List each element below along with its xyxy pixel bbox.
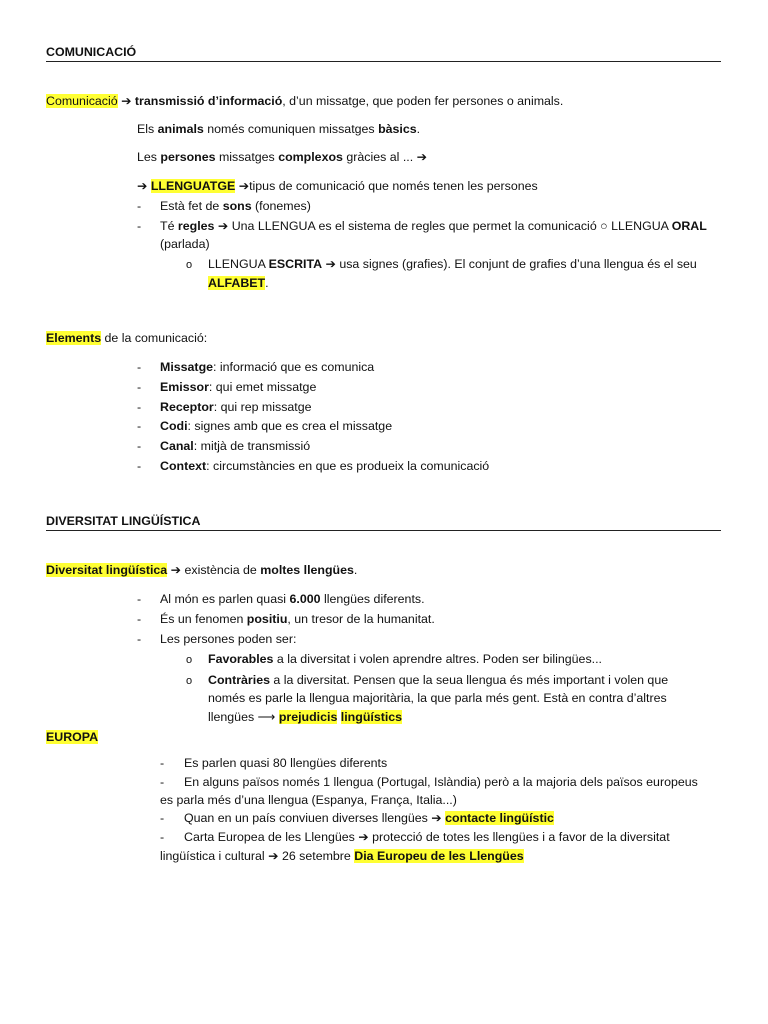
europa-line-2: En alguns països només 1 llengua (Portugal, Islàndia) però a la majoria dels països europeus bbox=[184, 775, 698, 789]
dash-bullet: - bbox=[137, 419, 142, 433]
element-item-context: Context: circumstàncies en que es produeix la comunicació bbox=[160, 459, 490, 473]
diversitat-line-2: És un fenomen positiu, un tresor de la humanitat. bbox=[160, 612, 435, 626]
alfabet-line: ALFABET. bbox=[208, 276, 269, 290]
diversitat-definition: Diversitat lingüística ➔ existència de moltes llengües. bbox=[46, 563, 358, 577]
persones-line: Les persones missatges complexos gràcies al ... ➔ bbox=[137, 150, 427, 164]
elements-heading: Elements de la comunicació: bbox=[46, 331, 208, 345]
europa-line-4b: lingüística i cultural ➔ 26 setembre Dia Europeu de les Llengües bbox=[160, 849, 524, 863]
dash-bullet: - bbox=[160, 775, 165, 789]
favorables-line: Favorables a la diversitat i volen aprendre altres. Poden ser bilingües... bbox=[208, 652, 602, 666]
contraries-line-3: llengües ⟶ prejudicis lingüístics bbox=[208, 710, 403, 724]
element-item-missatge: Missatge: informació que es comunica bbox=[160, 360, 375, 374]
element-item-receptor: Receptor: qui rep missatge bbox=[160, 400, 312, 414]
dash-bullet: - bbox=[137, 360, 142, 374]
circle-bullet: o bbox=[186, 675, 193, 687]
arrow-icon: ➔ bbox=[121, 94, 132, 108]
diversitat-line-3: Les persones poden ser: bbox=[160, 632, 297, 646]
dash-bullet: - bbox=[160, 811, 165, 825]
section-heading-diversitat: DIVERSITAT LINGÜÍSTICA bbox=[46, 514, 201, 528]
highlight-term: LLENGUATGE bbox=[150, 179, 236, 193]
text: , d’un missatge, que poden fer persones o animals. bbox=[282, 94, 564, 108]
dash-bullet: - bbox=[137, 612, 142, 626]
sons-line: Està fet de sons (fonemes) bbox=[160, 199, 311, 213]
europa-heading bbox=[46, 729, 98, 745]
escrita-line: LLENGUA ESCRITA ➔ usa signes (grafies). El conjunt de grafies d’una llengua és el seu bbox=[208, 257, 697, 271]
europa-line-1: Es parlen quasi 80 llengües diferents bbox=[184, 756, 388, 770]
europa-line-3: Quan en un país conviuen diverses llengües ➔ contacte lingüístic bbox=[184, 811, 554, 825]
contraries-line-1: Contràries a la diversitat. Pensen que la seua llengua és més important i volen que bbox=[208, 673, 669, 687]
arrow-icon: ➔ bbox=[137, 179, 151, 193]
circle-bullet: o bbox=[186, 654, 193, 666]
highlight-term: lingüístics bbox=[340, 710, 403, 724]
highlight-term: contacte lingüístic bbox=[445, 811, 554, 825]
arrow-icon: ➔ bbox=[167, 563, 185, 577]
heading-rule bbox=[46, 61, 721, 62]
bold-text: transmissió d’informació bbox=[134, 94, 283, 108]
dash-bullet: - bbox=[137, 632, 142, 646]
dash-bullet: - bbox=[137, 219, 142, 233]
highlight-term: Diversitat lingüística bbox=[46, 563, 168, 577]
europa-line-4: Carta Europea de les Llengües ➔ protecció de totes les llengües i a favor de la diversitat bbox=[184, 830, 670, 844]
dash-bullet: - bbox=[137, 380, 142, 394]
highlight-term: EUROPA bbox=[46, 730, 99, 744]
regles-line-2: (parlada) bbox=[160, 237, 210, 251]
dash-bullet: - bbox=[137, 400, 142, 414]
circle-bullet: o bbox=[186, 259, 193, 271]
dash-bullet: - bbox=[137, 199, 142, 213]
arrow-icon: ➔ bbox=[235, 179, 250, 193]
heading-rule bbox=[46, 530, 721, 531]
dash-bullet: - bbox=[160, 830, 165, 844]
highlight-term: Dia Europeu de les Llengües bbox=[354, 849, 524, 863]
element-item-codi: Codi: signes amb que es crea el missatge bbox=[160, 419, 393, 433]
llenguatge-line: ➔ LLENGUATGE ➔tipus de comunicació que només tenen les persones bbox=[137, 179, 538, 193]
highlight-term: Comunicació bbox=[46, 94, 118, 108]
element-item-canal: Canal: mitjà de transmissió bbox=[160, 439, 311, 453]
comunicacio-definition bbox=[46, 93, 563, 109]
dash-bullet: - bbox=[137, 459, 142, 473]
section-heading-comunicacio: COMUNICACIÓ bbox=[46, 45, 137, 59]
europa-line-2b: es parla més d’una llengua (Espanya, França, Italia...) bbox=[160, 793, 457, 807]
element-item-emissor: Emissor: qui emet missatge bbox=[160, 380, 317, 394]
highlight-term: ALFABET bbox=[208, 276, 266, 290]
regles-line: Té regles ➔ Una LLENGUA es el sistema de regles que permet la comunicació ○ LLENGUA ORAL bbox=[160, 219, 707, 233]
animals-line: Els animals només comuniquen missatges bàsics. bbox=[137, 122, 421, 136]
dash-bullet: - bbox=[160, 756, 165, 770]
dash-bullet: - bbox=[137, 592, 142, 606]
highlight-term: prejudicis bbox=[278, 710, 338, 724]
dash-bullet: - bbox=[137, 439, 142, 453]
diversitat-line-1: Al món es parlen quasi 6.000 llengües diferents. bbox=[160, 592, 425, 606]
highlight-term: Elements bbox=[46, 331, 102, 345]
contraries-line-2: només es parle la llengua majoritària, la que parla més gent. Està en contra d’altres bbox=[208, 691, 667, 705]
